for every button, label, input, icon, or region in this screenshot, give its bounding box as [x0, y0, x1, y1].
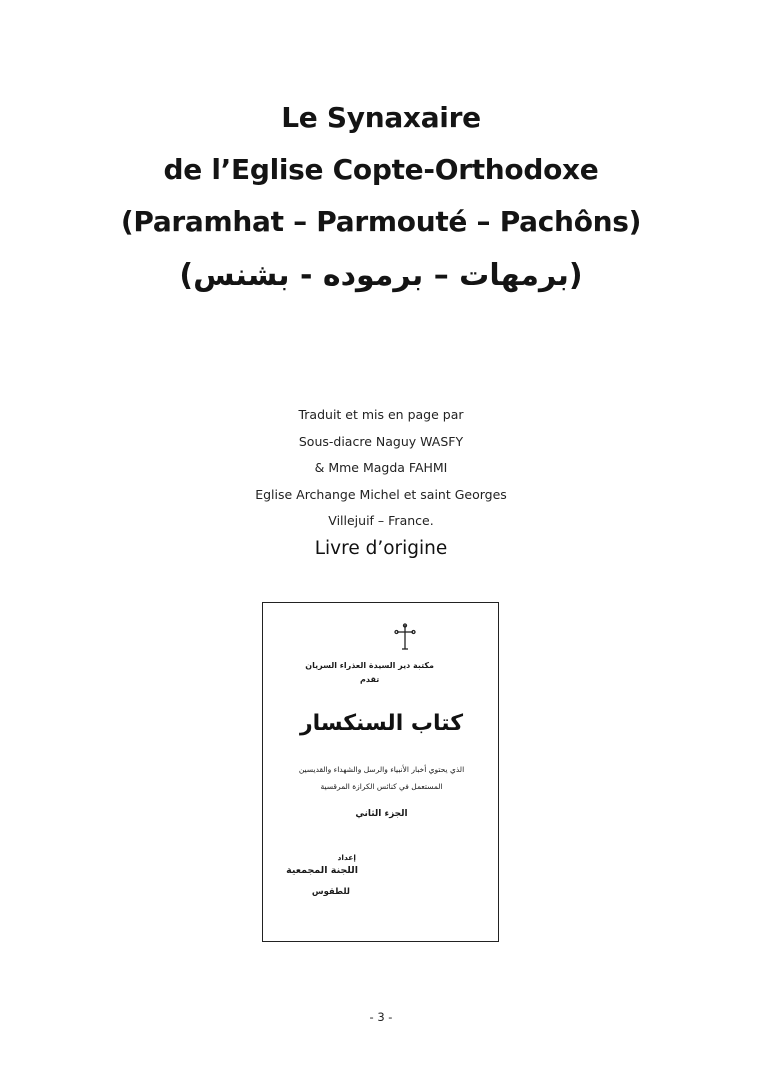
title-line-3: (Paramhat – Parmouté – Pachôns)	[120, 205, 642, 238]
document-title	[0, 92, 762, 304]
credits-block	[0, 402, 762, 535]
title-line-2: de l’Eglise Copte-Orthodoxe	[163, 153, 599, 186]
cover-publisher-line-2: تقدم	[360, 675, 380, 684]
cover-description-line-1: الذي يحتوي أخبار الأنبياء والرسل والشهداء والقديسين	[298, 765, 465, 774]
page-number: - 3 -	[369, 1010, 393, 1024]
cover-publisher	[305, 659, 434, 687]
credits-line-2: Sous-diacre Naguy WASFY	[298, 433, 464, 449]
cover-committee: اللجنة المجمعية	[286, 865, 358, 876]
cover-book-title: كتاب السنكسار	[299, 711, 464, 736]
title-line-arabic: (برمهات – برموده - بشنس)	[179, 258, 583, 293]
credits-line-3: & Mme Magda FAHMI	[314, 460, 448, 475]
cover-prepared-by: إعداد	[337, 853, 356, 862]
original-book-cover	[262, 602, 499, 942]
cover-part: الجزء الثاني	[355, 809, 408, 819]
cover-for-rites: للطقوس	[311, 887, 350, 897]
cover-description-line-2: المستعمل في كنائس الكرازة المرقسية	[320, 782, 443, 791]
credits-line-1: Traduit et mis en page par	[298, 407, 464, 422]
title-line-1: Le Synaxaire	[281, 101, 481, 134]
origin-label: Livre d’origine	[314, 538, 448, 559]
credits-line-4: Eglise Archange Michel et saint Georges	[255, 486, 507, 502]
coptic-cross-icon	[394, 623, 416, 651]
cover-publisher-line-1: مكتبة دير السيدة العذراء السريان	[305, 661, 434, 670]
credits-line-5: Villejuif – France.	[328, 513, 434, 528]
cover-description	[263, 761, 500, 795]
